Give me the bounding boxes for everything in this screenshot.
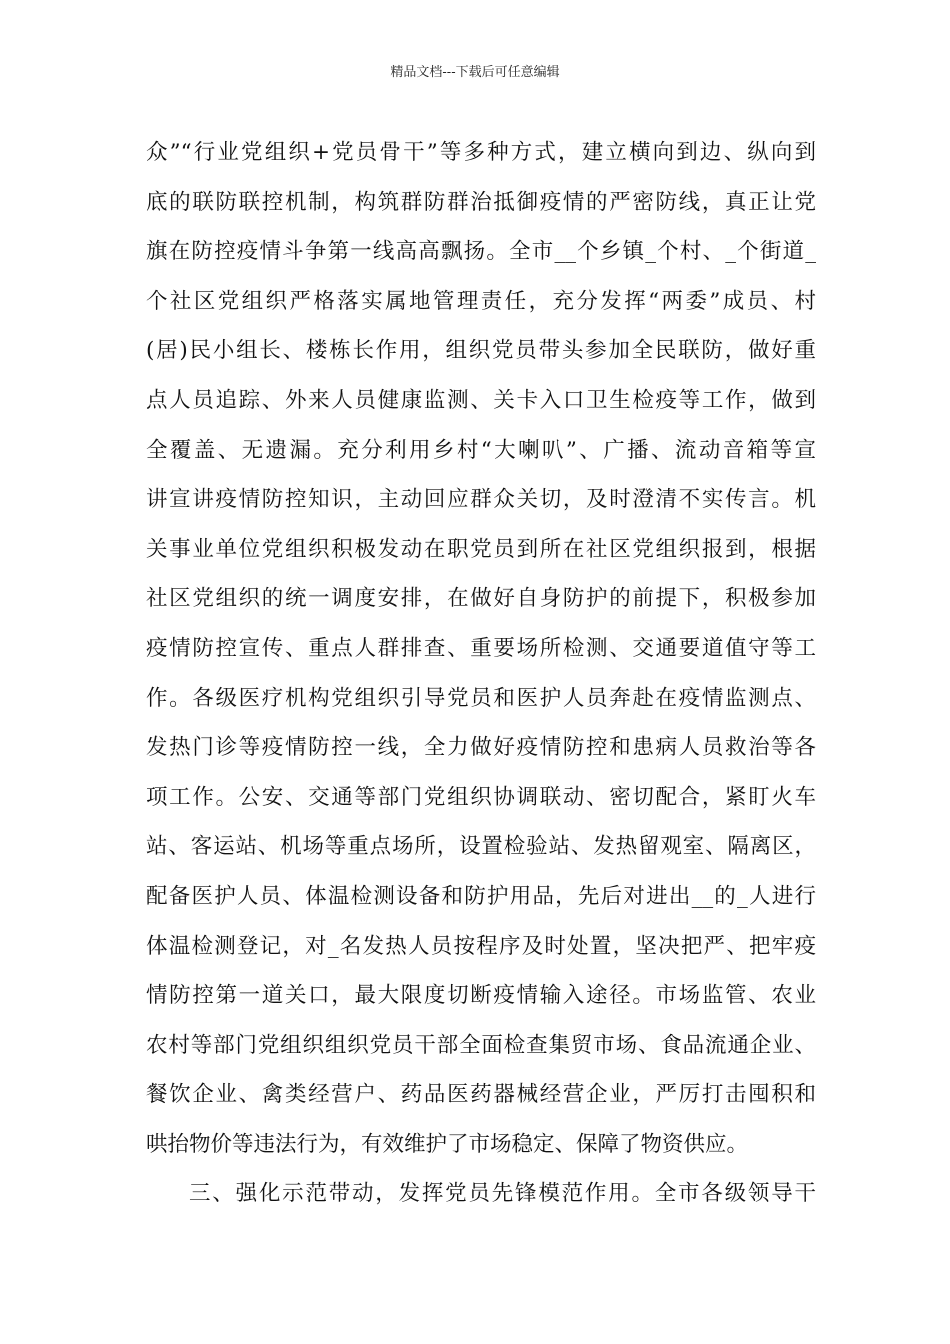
text-line: 三、强化示范带动，发挥党员先锋模范作用。全市各级领导干 [189,1181,816,1207]
document-body [146,128,816,1219]
text-line: 点人员追踪、外来人员健康监测、关卡入口卫生检疫等工作，做到 [146,387,816,413]
text-line: 疫情防控宣传、重点人群排查、重要场所检测、交通要道值守等工 [146,635,816,661]
text-line: 农村等部门党组织组织党员干部全面检查集贸市场、食品流通企业、 [146,1032,816,1058]
text-line: 体温检测登记，对_名发热人员按程序及时处置，坚决把严、把牢疫 [146,933,816,959]
text-line: 餐饮企业、禽类经营户、药品医药器械经营企业，严厉打击囤积和 [146,1082,816,1108]
text-line: 发热门诊等疫情防控一线，全力做好疫情防控和患病人员救治等各 [146,735,816,761]
paragraph [146,1169,816,1219]
text-line: 情防控第一道关口，最大限度切断疫情输入途径。市场监管、农业 [146,983,816,1009]
text-line: 旗在防控疫情斗争第一线高高飘扬。全市__个乡镇_个村、_个街道_ [146,239,816,265]
text-line: 底的联防联控机制，构筑群防群治抵御疫情的严密防线，真正让党 [146,189,816,215]
text-line: 个社区党组织严格落实属地管理责任，充分发挥“两委”成员、村 [146,288,816,314]
text-line: 站、客运站、机场等重点场所，设置检验站、发热留观室、隔离区， [146,834,816,860]
text-line: 讲宣讲疫情防控知识，主动回应群众关切，及时澄清不实传言。机 [146,487,816,513]
text-line: 社区党组织的统一调度安排，在做好自身防护的前提下，积极参加 [146,586,816,612]
page-header: 精品文档---下载后可任意编辑 [390,65,560,80]
text-line: 配备医护人员、体温检测设备和防护用品，先后对进出__的_人进行 [146,883,816,909]
text-line: 作。各级医疗机构党组织引导党员和医护人员奔赴在疫情监测点、 [146,685,816,711]
text-line: 哄抬物价等违法行为，有效维护了市场稳定、保障了物资供应。 [146,1131,749,1157]
text-line: (居)民小组长、楼栋长作用，组织党员带头参加全民联防，做好重 [146,338,816,364]
text-line: 项工作。公安、交通等部门党组织协调联动、密切配合，紧盯火车 [146,784,816,810]
text-line: 全覆盖、无遗漏。充分利用乡村“大喇叭”、广播、流动音箱等宣 [146,437,816,463]
text-line: 众”“行业党组织+党员骨干”等多种方式，建立横向到边、纵向到 [146,140,816,165]
text-line: 关事业单位党组织积极发动在职党员到所在社区党组织报到，根据 [146,536,816,562]
paragraph [146,128,816,1169]
